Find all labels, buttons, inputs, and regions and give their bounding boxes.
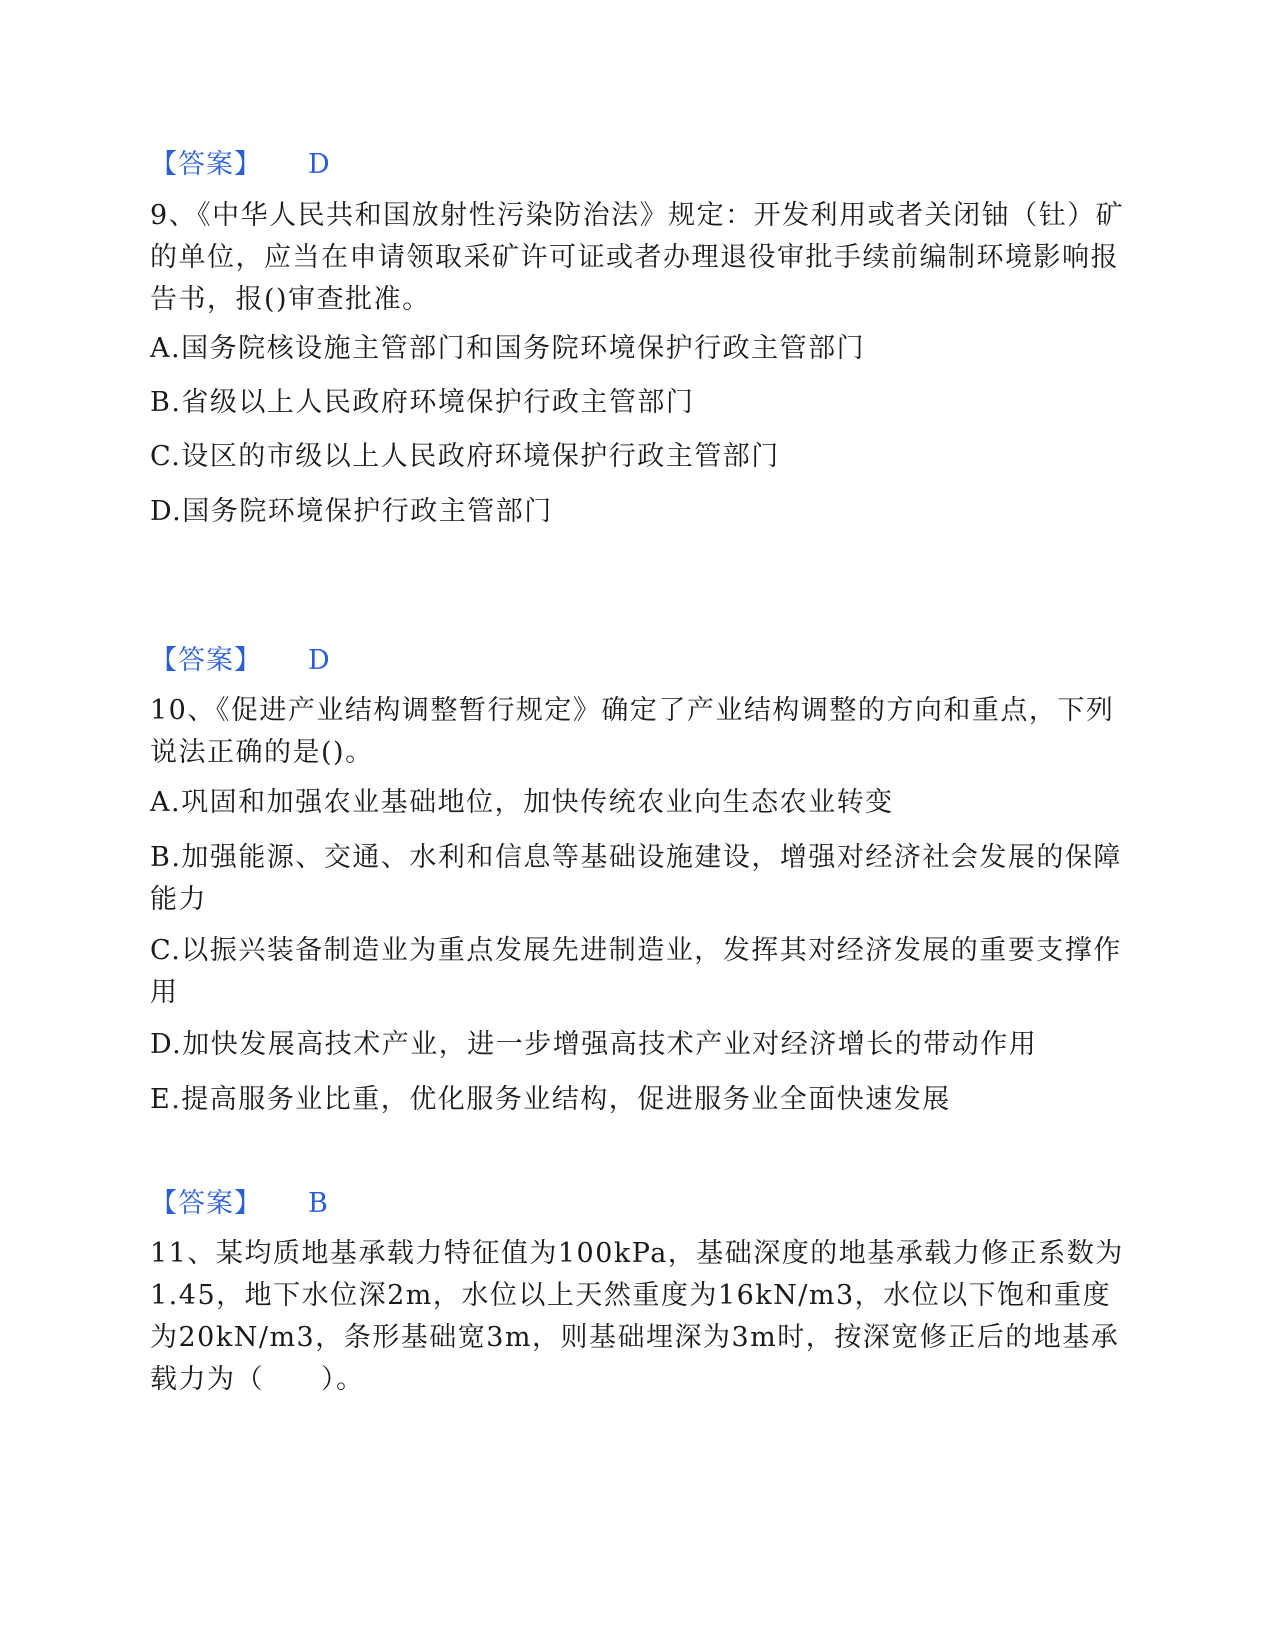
question-9: 9、《中华人民共和国放射性污染防治法》规定：开发利用或者关闭铀（钍）矿的单位，应当在申请领取采矿许可证或者办理退役审批手续前编制环境影响报告书，报()审查批准。 xyxy=(150,200,1125,315)
answer-value: D xyxy=(308,645,331,676)
answer-label: 【答案】 xyxy=(150,645,262,676)
q9-option-c: C.设区的市级以上人民政府环境保护行政主管部门 xyxy=(150,441,780,472)
answer-label: 【答案】 xyxy=(150,1188,262,1219)
q10-option-c: C.以振兴装备制造业为重点发展先进制造业，发挥其对经济发展的重要支撑作用 xyxy=(150,935,1122,1008)
q10-option-e: E.提高服务业比重，优化服务业结构，促进服务业全面快速发展 xyxy=(150,1084,951,1115)
q9-option-b: B.省级以上人民政府环境保护行政主管部门 xyxy=(150,387,695,418)
q10-option-d: D.加快发展高技术产业，进一步增强高技术产业对经济增长的带动作用 xyxy=(150,1029,1038,1060)
q9-option-d: D.国务院环境保护行政主管部门 xyxy=(150,496,553,527)
answer-line-q9 xyxy=(150,638,331,677)
q9-option-a: A.国务院核设施主管部门和国务院环境保护行政主管部门 xyxy=(150,333,866,364)
q10-option-a: A.巩固和加强农业基础地位，加快传统农业向生态农业转变 xyxy=(150,787,894,818)
answer-label: 【答案】 xyxy=(150,149,262,180)
question-10: 10、《促进产业结构调整暂行规定》确定了产业结构调整的方向和重点，下列说法正确的是()。 xyxy=(150,695,1115,768)
q10-option-b: B.加强能源、交通、水利和信息等基础设施建设，增强对经济社会发展的保障能力 xyxy=(150,842,1122,915)
answer-line-q10 xyxy=(150,1181,329,1220)
question-11: 11、某均质地基承载力特征值为100kPa，基础深度的地基承载力修正系数为1.45，地下水位深2m，水位以上天然重度为16kN/m3，水位以下饱和重度为20kN/m3，条形基础宽3m，则基础埋深为3m时，按深宽修正后的地基承载力为（ ）。 xyxy=(150,1238,1124,1395)
answer-value: D xyxy=(308,149,331,180)
answer-value: B xyxy=(308,1188,329,1219)
answer-line-q8 xyxy=(150,142,331,181)
